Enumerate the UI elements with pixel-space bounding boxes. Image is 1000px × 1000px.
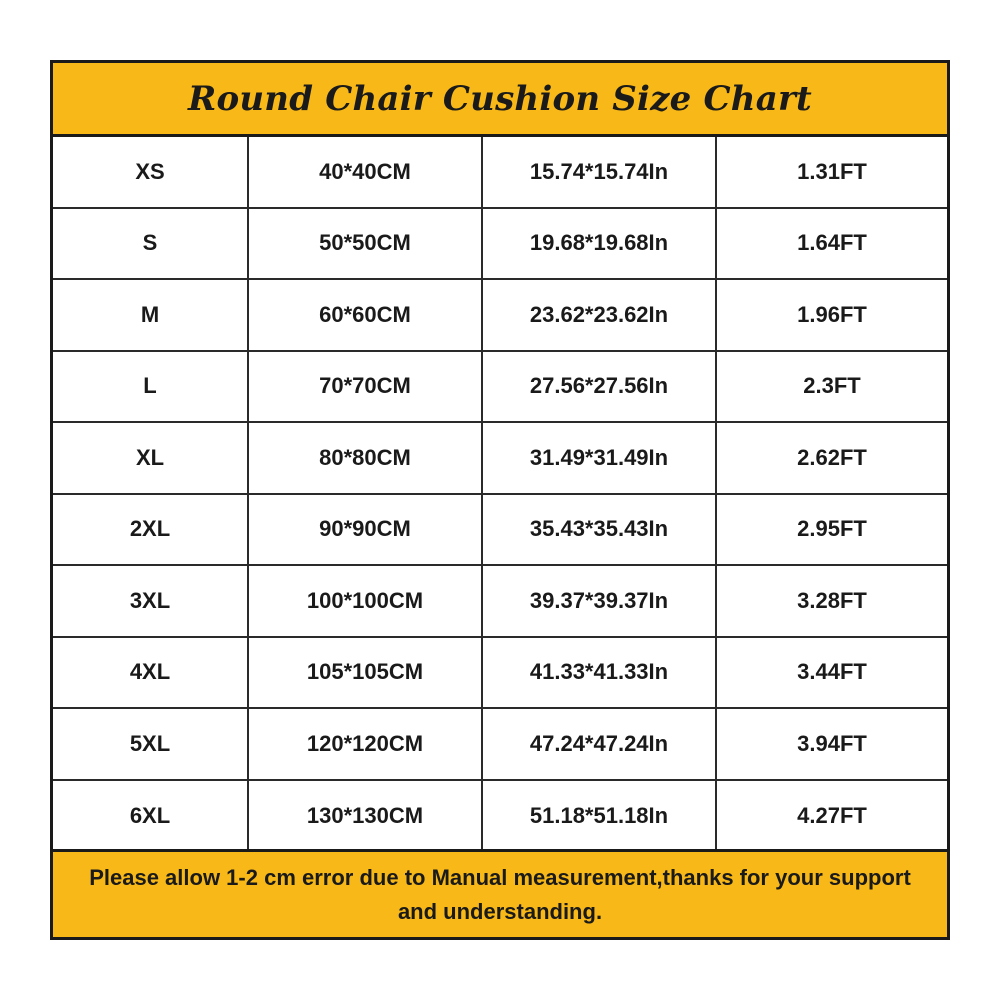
cm-cell: 130*130CM bbox=[249, 781, 483, 853]
table-row bbox=[53, 137, 947, 209]
ft-cell: 4.27FT bbox=[797, 803, 867, 829]
ft-cell: 3.94FT bbox=[797, 730, 867, 756]
size-table bbox=[53, 137, 947, 852]
table-row bbox=[53, 781, 947, 853]
ft-cell: 2.62FT bbox=[797, 444, 867, 470]
inch-cell: 39.37*39.37In bbox=[483, 566, 717, 636]
cm-cell: 70*70CM bbox=[249, 352, 483, 422]
ft-cell: 2.95FT bbox=[797, 516, 867, 542]
ft-cell: 1.96FT bbox=[797, 301, 867, 327]
size-cell: XS bbox=[53, 137, 249, 207]
cm-cell: 120*120CM bbox=[249, 709, 483, 779]
size-chart bbox=[50, 60, 950, 940]
size-cell: XL bbox=[53, 423, 249, 493]
note-banner bbox=[53, 849, 947, 937]
size-cell: M bbox=[53, 280, 249, 350]
table-row bbox=[53, 495, 947, 567]
table-row bbox=[53, 209, 947, 281]
ft-cell: 1.64FT bbox=[797, 230, 867, 256]
inch-cell: 41.33*41.33In bbox=[483, 638, 717, 708]
size-cell: 5XL bbox=[53, 709, 249, 779]
table-row bbox=[53, 280, 947, 352]
ft-cell: 3.44FT bbox=[797, 659, 867, 685]
inch-cell: 27.56*27.56In bbox=[483, 352, 717, 422]
cm-cell: 50*50CM bbox=[249, 209, 483, 279]
inch-cell: 19.68*19.68In bbox=[483, 209, 717, 279]
inch-cell: 47.24*47.24In bbox=[483, 709, 717, 779]
inch-cell: 15.74*15.74In bbox=[483, 137, 717, 207]
cm-cell: 80*80CM bbox=[249, 423, 483, 493]
size-cell: L bbox=[53, 352, 249, 422]
size-cell: 6XL bbox=[53, 781, 249, 853]
inch-cell: 23.62*23.62In bbox=[483, 280, 717, 350]
inch-cell: 31.49*31.49In bbox=[483, 423, 717, 493]
ft-cell: 2.3FT bbox=[803, 373, 861, 399]
size-cell: 3XL bbox=[53, 566, 249, 636]
table-row bbox=[53, 566, 947, 638]
cm-cell: 90*90CM bbox=[249, 495, 483, 565]
table-row bbox=[53, 638, 947, 710]
inch-cell: 35.43*35.43In bbox=[483, 495, 717, 565]
size-cell: S bbox=[53, 209, 249, 279]
ft-cell: 1.31FT bbox=[797, 158, 867, 184]
title-banner bbox=[53, 63, 947, 137]
chart-title: Round Chair Cushion Size Chart bbox=[188, 78, 812, 119]
cm-cell: 40*40CM bbox=[249, 137, 483, 207]
cm-cell: 60*60CM bbox=[249, 280, 483, 350]
cm-cell: 105*105CM bbox=[249, 638, 483, 708]
size-cell: 4XL bbox=[53, 638, 249, 708]
size-cell: 2XL bbox=[53, 495, 249, 565]
table-row bbox=[53, 423, 947, 495]
table-row bbox=[53, 352, 947, 424]
table-row bbox=[53, 709, 947, 781]
inch-cell: 51.18*51.18In bbox=[483, 781, 717, 853]
measurement-note: Please allow 1-2 cm error due to Manual measurement,thanks for your support and understanding. bbox=[89, 864, 911, 924]
ft-cell: 3.28FT bbox=[797, 587, 867, 613]
cm-cell: 100*100CM bbox=[249, 566, 483, 636]
